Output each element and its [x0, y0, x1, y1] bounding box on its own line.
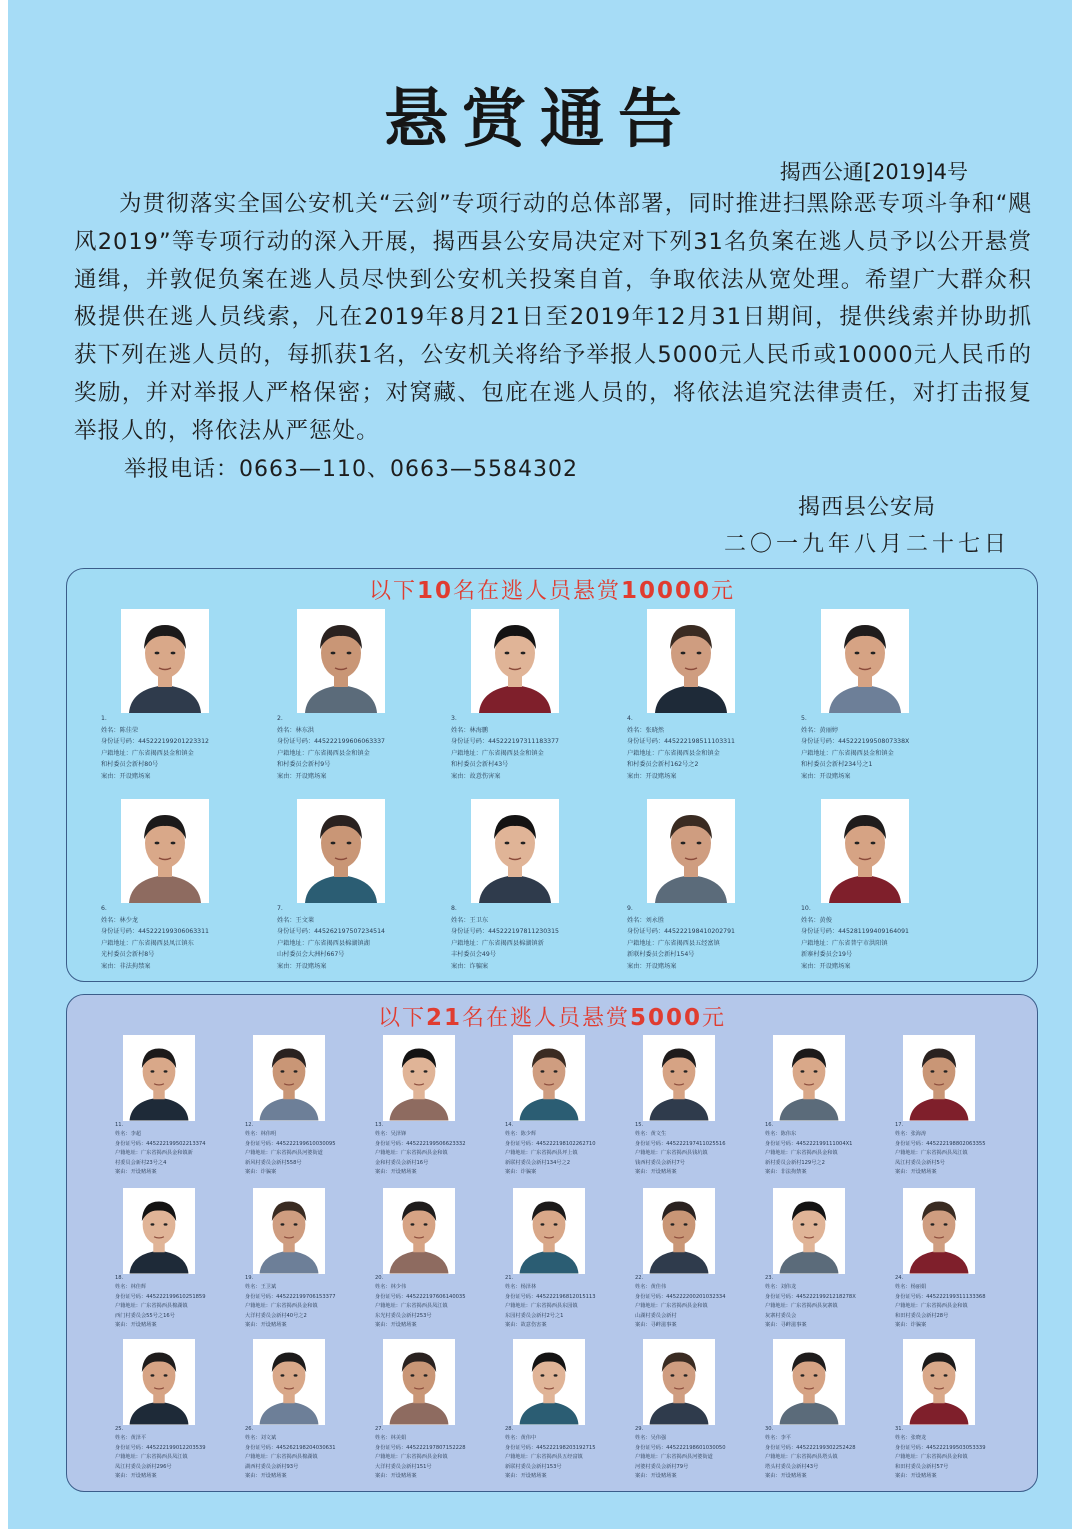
- fugitive-case: 案由：故意伤害案: [505, 1322, 547, 1329]
- fugitive-addr2: 村委员会新村23号之4: [115, 1159, 167, 1166]
- heading-prefix: 以下: [377, 1006, 426, 1031]
- fugitive-name: 姓名：吴伟强: [635, 1435, 667, 1442]
- fugitive-photo: [123, 1339, 195, 1425]
- fugitive-addr2: 和田村委员会新村28号: [895, 1312, 949, 1319]
- fugitive-addr: 户籍地址：广东省揭西县凤江镇: [375, 1303, 448, 1310]
- fugitive-case: 案由：非法拘禁案: [765, 1169, 807, 1176]
- fugitive-addr2: 河婆村委员会新村79号: [635, 1463, 689, 1470]
- heading-middle: 名在逃人员悬赏: [461, 1006, 630, 1031]
- fugitive-addr: 户籍地址：广东省揭西县金和镇金: [627, 749, 720, 757]
- fugitive-addr2: 新风村委员会新村558号: [245, 1159, 302, 1166]
- fugitive-info: [801, 713, 966, 783]
- fugitive-name: 姓名：杨丽娟: [895, 1284, 927, 1291]
- report-hotline: 举报电话：0663—110、0663—5584302: [124, 457, 578, 482]
- heading-unit: 元: [711, 579, 736, 604]
- fugitive-photo: [647, 799, 735, 903]
- fugitive-addr: 户籍地址：广东省揭西县坪上镇: [505, 1150, 578, 1157]
- fugitive-case: 案由：寻衅滋事案: [635, 1322, 677, 1329]
- fugitive-card: [627, 799, 777, 979]
- fugitive-info: [765, 1121, 895, 1177]
- fugitive-card: [895, 1339, 1045, 1519]
- fugitive-addr: 户籍地址：广东省揭西县五经富镇: [505, 1454, 583, 1461]
- notice-title: 悬赏通告: [384, 82, 696, 157]
- fugitive-photo: [253, 1339, 325, 1425]
- fugitive-addr: 户籍地址：广东省揭西县金和镇金: [277, 749, 370, 757]
- fugitive-name: 姓名：黄丽婷: [801, 726, 839, 734]
- fugitive-addr: 户籍地址：广东省揭西县棉湖镇湖: [277, 939, 370, 947]
- fugitive-case: 案由：非法拘禁案: [101, 962, 151, 970]
- fugitive-no: 16.: [765, 1122, 774, 1128]
- issuing-agency: 揭西县公安局: [798, 495, 937, 520]
- fugitive-name: 姓名：刘伟龙: [765, 1284, 797, 1291]
- fugitive-no: 14.: [505, 1122, 514, 1128]
- fugitive-addr2: 和村委员会新村43号: [451, 761, 509, 769]
- reward-5000-panel: [66, 994, 1038, 1492]
- fugitive-id: 身份证号码：445222199201223312: [101, 738, 209, 746]
- notice-body: 为贯彻落实全国公安机关“云剑”专项行动的总体部署，同时推进扫黑除恶专项斗争和“飓风2019”等专项行动的深入开展，揭西县公安局决定对下列31名负案在逃人员予以公开悬赏通缉，并敦促负案在逃人员尽快到公安机关投案自首，争取依法从宽处理。希望广大群众积极提供在逃人员线索，凡在2019年8月21日至2019年12月31日期间，提供线索并协助抓获下列在逃人员的，每抓获1名，公安机关将给予举报人5000元人民币或10000元人民币的奖励，并对举报人严格保密；对窝藏、包庇在逃人员的，将依法追究法律责任，对打击报复举报人的，将依法从严惩处。: [74, 191, 1032, 444]
- fugitive-id: 身份证号码：445222197411025516: [635, 1140, 726, 1147]
- fugitive-id: 身份证号码：445222198203192715: [505, 1444, 596, 1451]
- fugitive-name: 姓名：黄佳伟: [635, 1284, 667, 1291]
- fugitive-card: [801, 609, 951, 789]
- fugitive-card: [627, 609, 777, 789]
- fugitive-addr2: 和村委员会新村80号: [101, 761, 159, 769]
- fugitive-name: 姓名：林海鹏: [451, 726, 489, 734]
- fugitive-addr2: 大洋村委员会新村151号: [375, 1463, 432, 1470]
- fugitive-info: [895, 1121, 1025, 1177]
- issue-date: 二〇一九年八月二十七日: [724, 532, 1011, 557]
- fugitive-id: 身份证号码：445222199610251859: [115, 1293, 206, 1300]
- document-number: 揭西公通[2019]4号: [779, 160, 968, 184]
- fugitive-card: [115, 1339, 265, 1519]
- fugitive-photo: [513, 1188, 585, 1274]
- fugitive-card: [635, 1339, 785, 1519]
- fugitive-addr2: 东光村委员会新村253号: [375, 1312, 432, 1319]
- fugitive-no: 5.: [801, 715, 807, 722]
- fugitive-id: 身份证号码：445222198102262710: [505, 1140, 596, 1147]
- fugitive-name: 姓名：黄俊: [801, 916, 832, 924]
- fugitive-no: 7.: [277, 905, 283, 912]
- fugitive-id: 身份证号码：445222198410202791: [627, 928, 735, 936]
- fugitive-case: 案由：开设赌场案: [101, 772, 151, 780]
- fugitive-addr2: 山湖村委员会新村: [635, 1312, 677, 1319]
- fugitive-photo: [903, 1035, 975, 1121]
- fugitive-info: [895, 1425, 1025, 1481]
- fugitive-addr: 户籍地址：广东省揭西县金和镇: [635, 1303, 708, 1310]
- fugitive-no: 4.: [627, 715, 633, 722]
- fugitive-id: 身份证号码：445262197507234514: [277, 928, 385, 936]
- fugitive-no: 19.: [245, 1275, 254, 1281]
- fugitive-info: [635, 1121, 765, 1177]
- fugitive-case: 案由：开设赌场案: [895, 1473, 937, 1480]
- reward-10000-panel: [66, 568, 1038, 982]
- fugitive-addr: 户籍地址：广东省揭西县凤江镇: [895, 1150, 968, 1157]
- heading-count: 10: [416, 578, 453, 604]
- fugitive-addr2: 湖西村委员会新村93号: [245, 1463, 299, 1470]
- fugitive-no: 3.: [451, 715, 457, 722]
- fugitive-info: [635, 1425, 765, 1481]
- fugitive-addr2: 新村委员会新村129号之2: [765, 1159, 825, 1166]
- fugitive-card: [451, 609, 601, 789]
- fugitive-name: 姓名：李平: [765, 1435, 791, 1442]
- fugitive-id: 身份证号码：445222199706153377: [245, 1293, 336, 1300]
- fugitive-addr2: 光村委员会新村8号: [101, 951, 155, 959]
- fugitive-name: 姓名：王文莱: [277, 916, 315, 924]
- fugitive-no: 21.: [505, 1275, 514, 1281]
- fugitive-case: 案由：开设赌场案: [375, 1473, 417, 1480]
- fugitive-no: 22.: [635, 1275, 644, 1281]
- fugitive-no: 6.: [101, 905, 107, 912]
- fugitive-name: 姓名：杨泽林: [505, 1284, 537, 1291]
- fugitive-photo: [513, 1035, 585, 1121]
- fugitive-no: 15.: [635, 1122, 644, 1128]
- fugitive-name: 姓名：林东洪: [277, 726, 315, 734]
- fugitive-name: 姓名：刘永胜: [627, 916, 665, 924]
- fugitive-photo: [647, 609, 735, 713]
- fugitive-addr2: 山村委员会大洲村667号: [277, 951, 345, 959]
- fugitive-addr2: 新联村委员会新村153号: [505, 1463, 562, 1470]
- fugitive-addr2: 和田村委员会新村57号: [895, 1463, 949, 1470]
- fugitive-case: 案由：开设赌场案: [115, 1169, 157, 1176]
- fugitive-photo: [383, 1035, 455, 1121]
- fugitive-addr: 户籍地址：广东省揭西县金和镇: [895, 1454, 968, 1461]
- fugitive-case: 案由：开设赌场案: [635, 1473, 677, 1480]
- fugitive-no: 11.: [115, 1122, 124, 1128]
- fugitive-info: [627, 903, 792, 973]
- fugitive-case: 案由：开设赌场案: [635, 1169, 677, 1176]
- fugitive-info: [277, 713, 442, 783]
- fugitive-case: 案由：开设赌场案: [277, 772, 327, 780]
- fugitive-photo: [773, 1035, 845, 1121]
- fugitive-name: 姓名：李超: [115, 1131, 141, 1138]
- fugitive-case: 案由：开设赌场案: [375, 1322, 417, 1329]
- heading-count: 21: [425, 1005, 462, 1031]
- fugitive-info: [451, 713, 616, 783]
- fugitive-card: [801, 799, 951, 979]
- fugitive-name: 姓名：林佳辉: [115, 1284, 147, 1291]
- fugitive-no: 31.: [895, 1426, 904, 1432]
- fugitive-photo: [297, 609, 385, 713]
- fugitive-addr2: 新联村委员会新村154号: [627, 951, 695, 959]
- fugitive-name: 姓名：林美娟: [375, 1435, 407, 1442]
- fugitive-no: 24.: [895, 1275, 904, 1281]
- fugitive-addr2: 新联村委员会新村134号之2: [505, 1159, 571, 1166]
- fugitive-addr: 户籍地址：广东省揭西县金和镇金: [101, 749, 194, 757]
- fugitive-photo: [903, 1188, 975, 1274]
- fugitive-addr2: 和村委员会新村162号之2: [627, 761, 699, 769]
- fugitive-no: 26.: [245, 1426, 254, 1432]
- fugitive-info: [101, 713, 266, 783]
- fugitive-id: 身份证号码：445222198802063355: [895, 1140, 986, 1147]
- fugitive-photo: [297, 799, 385, 903]
- fugitive-case: 案由：开设赌场案: [115, 1322, 157, 1329]
- heading-amount: 5000: [630, 1005, 703, 1031]
- fugitive-addr: 户籍地址：广东省揭西县凤江镇东: [101, 939, 194, 947]
- fugitive-photo: [821, 799, 909, 903]
- fugitive-addr: 户籍地址：广东省揭西县钱坑镇: [635, 1150, 708, 1157]
- fugitive-addr2: 凤江村委员会新村296号: [115, 1463, 172, 1470]
- fugitive-id: 身份证号码：445281199409164091: [801, 928, 909, 936]
- fugitive-id: 身份证号码：445222200201032334: [635, 1293, 726, 1300]
- fugitive-addr2: 灰寨村委员会: [765, 1312, 797, 1319]
- fugitive-addr: 户籍地址：广东省揭西县金和镇金: [801, 749, 894, 757]
- fugitive-no: 29.: [635, 1426, 644, 1432]
- fugitive-addr: 户籍地址：广东省揭西县金和镇: [765, 1150, 838, 1157]
- fugitive-info: [101, 903, 266, 973]
- heading-prefix: 以下: [368, 579, 417, 604]
- fugitive-no: 8.: [451, 905, 457, 912]
- fugitive-info: [627, 713, 792, 783]
- fugitive-info: [505, 1274, 635, 1330]
- fugitive-addr: 户籍地址：广东省揭西县金和镇: [245, 1303, 318, 1310]
- fugitive-photo: [773, 1188, 845, 1274]
- fugitive-card: [101, 609, 251, 789]
- fugitive-name: 姓名：陈佳荣: [101, 726, 139, 734]
- fugitive-photo: [253, 1188, 325, 1274]
- fugitive-photo: [121, 609, 209, 713]
- fugitive-name: 姓名：张晓龙: [895, 1435, 927, 1442]
- fugitive-card: [277, 799, 427, 979]
- fugitive-id: 身份证号码：445222198511103311: [627, 738, 735, 746]
- fugitive-photo: [471, 799, 559, 903]
- fugitive-case: 案由：开设赌场案: [801, 962, 851, 970]
- fugitive-case: 案由：开设赌场案: [801, 772, 851, 780]
- reward-notice-page: [8, 0, 1072, 1529]
- fugitive-name: 姓名：黄文生: [635, 1131, 667, 1138]
- fugitive-info: [635, 1274, 765, 1330]
- fugitive-no: 25.: [115, 1426, 124, 1432]
- fugitive-addr2: 金和村委员会新村16号: [375, 1159, 429, 1166]
- fugitive-info: [115, 1121, 245, 1177]
- fugitive-no: 12.: [245, 1122, 254, 1128]
- fugitive-card: [765, 1339, 915, 1519]
- fugitive-photo: [513, 1339, 585, 1425]
- fugitive-addr: 户籍地址：广东省揭西县棉湖镇新: [451, 939, 544, 947]
- fugitive-addr: 户籍地址：广东省揭西县棉湖镇: [115, 1303, 188, 1310]
- fugitive-info: [801, 903, 966, 973]
- fugitive-no: 30.: [765, 1426, 774, 1432]
- fugitive-photo: [903, 1339, 975, 1425]
- fugitive-card: [505, 1339, 655, 1519]
- fugitive-id: 身份证号码：445222197811230315: [451, 928, 559, 936]
- fugitive-id: 身份证号码：445222199012203539: [115, 1444, 206, 1451]
- fugitive-case: 案由：寻衅滋事案: [765, 1322, 807, 1329]
- fugitive-info: [505, 1425, 635, 1481]
- fugitive-addr2: 塔头村委员会新村43号: [765, 1463, 819, 1470]
- fugitive-case: 案由：开设赌场案: [765, 1473, 807, 1480]
- fugitive-id: 身份证号码：445222197606140035: [375, 1293, 466, 1300]
- fugitive-no: 17.: [895, 1122, 904, 1128]
- fugitive-photo: [123, 1188, 195, 1274]
- fugitive-addr2: 东园村委员会新村2号之1: [505, 1312, 564, 1319]
- fugitive-name: 姓名：刘文斌: [245, 1435, 277, 1442]
- fugitive-name: 姓名：吴泽锋: [375, 1131, 407, 1138]
- fugitive-addr: 户籍地址：广东省揭西县河婆街道: [635, 1454, 713, 1461]
- fugitive-name: 姓名：黄泽平: [115, 1435, 147, 1442]
- fugitive-name: 姓名：陈少辉: [505, 1131, 537, 1138]
- fugitive-no: 9.: [627, 905, 633, 912]
- fugitive-photo: [121, 799, 209, 903]
- fugitive-info: [505, 1121, 635, 1177]
- fugitive-case: 案由：开设赌场案: [627, 962, 677, 970]
- fugitive-addr: 户籍地址：广东省揭西县东园镇: [505, 1303, 578, 1310]
- fugitive-info: [245, 1121, 375, 1177]
- heading-unit: 元: [702, 1006, 727, 1031]
- fugitive-info: [895, 1274, 1025, 1330]
- fugitive-addr: 户籍地址：广东省揭西县金和镇金: [451, 749, 544, 757]
- fugitive-name: 姓名：黄伟中: [505, 1435, 537, 1442]
- fugitive-addr: 户籍地址：广东省揭西县五经富镇: [627, 939, 720, 947]
- fugitive-name: 姓名：林少伟: [375, 1284, 407, 1291]
- fugitive-id: 身份证号码：44522219921218278X: [765, 1293, 856, 1300]
- fugitive-id: 身份证号码：445262198204030631: [245, 1444, 336, 1451]
- fugitive-addr2: 新寨村委员会19号: [801, 951, 853, 959]
- fugitive-no: 23.: [765, 1275, 774, 1281]
- fugitive-no: 20.: [375, 1275, 384, 1281]
- fugitive-id: 身份证号码：445222199502213374: [115, 1140, 206, 1147]
- fugitive-addr: 户籍地址：广东省揭西县金和镇新: [115, 1150, 193, 1157]
- fugitive-id: 身份证号码：445222199302252428: [765, 1444, 856, 1451]
- fugitive-id: 身份证号码：445222199503053339: [895, 1444, 986, 1451]
- fugitive-addr2: 大洋村委员会新村40号之2: [245, 1312, 307, 1319]
- fugitive-card: [101, 799, 251, 979]
- fugitive-id: 身份证号码：445222196812015113: [505, 1293, 596, 1300]
- fugitive-card: [277, 609, 427, 789]
- fugitive-info: [245, 1274, 375, 1330]
- fugitive-addr: 户籍地址：广东省揭西县金和镇: [375, 1454, 448, 1461]
- fugitive-name: 姓名：张海涛: [895, 1131, 927, 1138]
- fugitive-photo: [643, 1188, 715, 1274]
- fugitive-case: 案由：开设赌场案: [277, 962, 327, 970]
- fugitive-no: 18.: [115, 1275, 124, 1281]
- fugitive-id: 身份证号码：445222199111004X1: [765, 1140, 853, 1147]
- fugitive-name: 姓名：林少龙: [101, 916, 139, 924]
- fugitive-addr: 户籍地址：广东省揭西县塔头镇: [765, 1454, 838, 1461]
- fugitive-case: 案由：开设赌场案: [375, 1169, 417, 1176]
- fugitive-photo: [773, 1339, 845, 1425]
- fugitive-name: 姓名：王卫东: [451, 916, 489, 924]
- fugitive-case: 案由：诈骗案: [451, 962, 489, 970]
- fugitive-info: [375, 1274, 505, 1330]
- fugitive-photo: [643, 1035, 715, 1121]
- reward-10000-heading: [67, 574, 1037, 605]
- fugitive-addr: 户籍地址：广东省揭西县棉湖镇: [245, 1454, 318, 1461]
- fugitive-name: 姓名：陈伟东: [765, 1131, 797, 1138]
- fugitive-addr2: 西门村委员会55号之16号: [115, 1312, 175, 1319]
- fugitive-id: 身份证号码：445222197807152228: [375, 1444, 466, 1451]
- fugitive-addr2: 和村委员会新村9号: [277, 761, 331, 769]
- fugitive-card: [245, 1339, 395, 1519]
- fugitive-info: [245, 1425, 375, 1481]
- fugitive-case: 案由：开设赌场案: [895, 1169, 937, 1176]
- fugitive-id: 身份证号码：445222199311133368: [895, 1293, 986, 1300]
- fugitive-case: 案由：故意伤害案: [451, 772, 501, 780]
- fugitive-no: 13.: [375, 1122, 384, 1128]
- fugitive-info: [277, 903, 442, 973]
- fugitive-info: [115, 1425, 245, 1481]
- heading-amount: 10000: [621, 578, 712, 604]
- fugitive-no: 2.: [277, 715, 283, 722]
- fugitive-photo: [383, 1188, 455, 1274]
- fugitive-name: 姓名：林伟明: [245, 1131, 277, 1138]
- fugitive-info: [375, 1121, 505, 1177]
- fugitive-addr: 户籍地址：广东省揭西县金和镇: [895, 1303, 968, 1310]
- fugitive-photo: [253, 1035, 325, 1121]
- fugitive-addr: 户籍地址：广东省揭西县金和镇: [375, 1150, 448, 1157]
- fugitive-no: 27.: [375, 1426, 384, 1432]
- fugitive-addr2: 和村委员会新村234号之1: [801, 761, 873, 769]
- fugitive-info: [451, 903, 616, 973]
- fugitive-id: 身份证号码：44522219950807338X: [801, 738, 910, 746]
- fugitive-id: 身份证号码：445222199306063311: [101, 928, 209, 936]
- fugitive-case: 案由：开设赌场案: [245, 1322, 287, 1329]
- fugitive-photo: [471, 609, 559, 713]
- reward-5000-heading: [67, 1001, 1037, 1032]
- fugitive-addr2: 凤江村委员会新村5号: [895, 1159, 945, 1166]
- heading-middle: 名在逃人员悬赏: [452, 579, 621, 604]
- fugitive-case: 案由：开设赌场案: [115, 1473, 157, 1480]
- fugitive-name: 姓名：王卫斌: [245, 1284, 277, 1291]
- fugitive-addr2: 钱西村委员会新村7号: [635, 1159, 685, 1166]
- fugitive-case: 案由：诈骗案: [245, 1169, 277, 1176]
- fugitive-no: 10.: [801, 905, 811, 912]
- fugitive-photo: [123, 1035, 195, 1121]
- fugitive-no: 1.: [101, 715, 107, 722]
- fugitive-id: 身份证号码：445222197311183377: [451, 738, 559, 746]
- fugitive-id: 身份证号码：445222199606063337: [277, 738, 385, 746]
- fugitive-info: [115, 1274, 245, 1330]
- fugitive-addr: 户籍地址：广东省揭西县凤江镇: [115, 1454, 188, 1461]
- fugitive-card: [375, 1339, 525, 1519]
- fugitive-id: 身份证号码：445222199610030095: [245, 1140, 336, 1147]
- fugitive-case: 案由：诈骗案: [505, 1169, 537, 1176]
- fugitive-addr: 户籍地址：广东省揭西县灰寨镇: [765, 1303, 838, 1310]
- fugitive-case: 案由：诈骗案: [895, 1322, 927, 1329]
- fugitive-case: 案由：开设赌场案: [245, 1473, 287, 1480]
- fugitive-name: 姓名：张晓然: [627, 726, 665, 734]
- fugitive-id: 身份证号码：445222198601030050: [635, 1444, 726, 1451]
- fugitive-card: [451, 799, 601, 979]
- fugitive-id: 身份证号码：445222199506623332: [375, 1140, 466, 1147]
- fugitive-info: [765, 1425, 895, 1481]
- fugitive-addr2: 丰村委员会49号: [451, 951, 496, 959]
- fugitive-info: [765, 1274, 895, 1330]
- fugitive-photo: [821, 609, 909, 713]
- fugitive-photo: [643, 1339, 715, 1425]
- fugitive-no: 28.: [505, 1426, 514, 1432]
- fugitive-photo: [383, 1339, 455, 1425]
- fugitive-addr: 户籍地址：广东省普宁市洪阳镇: [801, 939, 888, 947]
- fugitive-info: [375, 1425, 505, 1481]
- fugitive-case: 案由：开设赌场案: [505, 1473, 547, 1480]
- fugitive-addr: 户籍地址：广东省揭西县河婆街道: [245, 1150, 323, 1157]
- fugitive-case: 案由：开设赌场案: [627, 772, 677, 780]
